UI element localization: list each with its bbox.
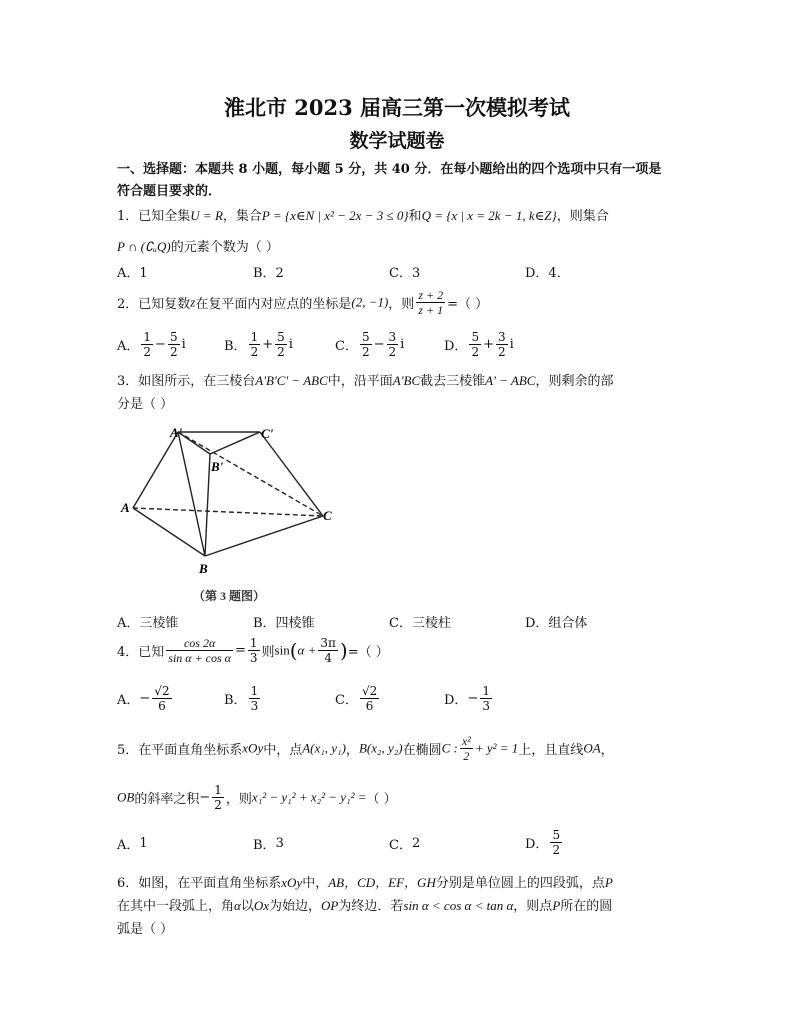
- q6-line3: 弧是（ ）: [117, 922, 174, 937]
- q6-line2: [117, 895, 612, 914]
- q5-prod-sign: −: [199, 790, 211, 805]
- option-frac2: [387, 330, 399, 359]
- q1-text-c: 和: [408, 209, 422, 224]
- option-op: −: [155, 337, 166, 352]
- option-frac: [480, 684, 492, 713]
- q5-point-a: A(x₁, y₁): [302, 740, 346, 756]
- q3-text-a: 3．如图所示，在三棱台: [117, 374, 256, 389]
- option-letter: D．: [444, 693, 468, 708]
- q3-text-d: ，则剩余的部: [535, 374, 614, 389]
- q6-ox: Ox: [253, 898, 270, 913]
- q2-text-c: ，则: [388, 297, 415, 312]
- q6-text-d: 在其中一段弧上，角: [117, 899, 235, 914]
- q2-text-b: 在复平面内对应点的坐标是: [195, 297, 352, 312]
- option-value: 3: [275, 836, 284, 851]
- option-letter: B．: [253, 838, 276, 853]
- label-b1: B': [211, 459, 224, 474]
- q1-question-tail: 的元素个数为（ ）: [170, 240, 279, 255]
- q5-option-d[interactable]: [525, 828, 564, 857]
- q1-option-d[interactable]: D．4．: [525, 266, 570, 281]
- option-value: 2: [411, 836, 421, 851]
- option-frac2-den: 2: [277, 345, 285, 359]
- q1-line2: [117, 236, 279, 255]
- option-sign: −: [139, 691, 151, 706]
- q6-text-e: 以: [240, 899, 254, 914]
- option-frac1: [249, 330, 261, 359]
- q1-set-q: Q = {x | x = 2k − 1, k∈Z}: [421, 208, 557, 223]
- q5-text-d: 上，且直线: [518, 743, 584, 758]
- q3-option-b[interactable]: B．四棱锥: [253, 616, 315, 631]
- figure-caption: （第 3 题图）: [193, 589, 266, 603]
- option-letter: C．: [335, 693, 358, 708]
- option-frac1-den: 2: [471, 345, 480, 359]
- q5-prod-den: 2: [214, 798, 222, 812]
- q6-xoy: xOy: [281, 875, 303, 890]
- option-frac1-den: 2: [361, 345, 370, 359]
- option-tail: i: [181, 337, 186, 352]
- q4-ang-den: 4: [324, 651, 332, 665]
- option-frac: [360, 684, 379, 713]
- q4-eq: =: [234, 643, 246, 658]
- option-frac1-num: 5: [471, 330, 480, 344]
- q4-option-b[interactable]: [224, 684, 262, 713]
- option-frac2-num: 3: [388, 330, 397, 344]
- option-letter: A．: [117, 838, 140, 853]
- q6-text-i: 所在的圆: [560, 899, 613, 914]
- option-frac2-den: 2: [169, 345, 178, 359]
- q5-ob: OB: [117, 789, 135, 805]
- option-letter: A．: [117, 693, 140, 708]
- option-frac2-den: 2: [497, 345, 506, 359]
- option-frac-den: 2: [552, 843, 561, 857]
- option-frac-den: 3: [250, 699, 259, 713]
- q5-text-e: ，: [600, 743, 614, 758]
- q2-line1: [117, 288, 488, 317]
- option-frac2: [496, 330, 508, 359]
- q1-line1: [117, 205, 609, 224]
- q4-text-b: 则: [261, 645, 275, 660]
- exam-subtitle: 数学试题卷: [349, 130, 445, 152]
- q5-ellipse-den: 2: [463, 749, 470, 763]
- q4-text-c: =（ ）: [347, 645, 389, 660]
- option-sign: −: [467, 691, 479, 706]
- option-frac-den: 6: [365, 699, 374, 713]
- q6-p: P: [604, 875, 613, 890]
- q6-text-a: 6．如图，在平面直角坐标系: [117, 876, 282, 891]
- label-a: A: [121, 500, 130, 515]
- q4-angle: [318, 636, 338, 665]
- q3-option-a[interactable]: A．三棱锥: [117, 616, 179, 631]
- q4-ang-num: 3π: [320, 636, 336, 650]
- q1-universal-set: U = R: [190, 208, 223, 223]
- option-frac: [249, 684, 261, 713]
- q5-oa: OA: [583, 740, 601, 756]
- section-heading-line1: 一、选择题：本题共 8 小题，每小题 5 分，共 40 分．在每小题给出的四个选项中只有一项是: [117, 162, 662, 177]
- option-frac1: [469, 330, 481, 359]
- option-frac-num: √2: [154, 684, 170, 698]
- option-frac1-num: 5: [361, 330, 370, 344]
- q4-alpha: α +: [297, 642, 317, 658]
- q4-option-a[interactable]: [117, 684, 174, 713]
- q5-prod-num: 1: [214, 783, 222, 797]
- q5-ellipse-post: + y² = 1: [474, 740, 519, 756]
- q6-arcs: AB，CD，EF，GH: [328, 875, 436, 890]
- q2-frac-num: z + 2: [418, 288, 444, 302]
- option-letter: B．: [224, 339, 247, 354]
- label-c: C: [323, 508, 332, 523]
- q5-expression: x₁² − y₁² + x₂² − y₁² =: [251, 789, 367, 805]
- q5-point-b: B(x₂, y₂): [358, 740, 403, 756]
- q5-option-b[interactable]: [253, 834, 284, 853]
- q4-option-c[interactable]: [335, 684, 381, 713]
- q3-figure: [115, 418, 345, 608]
- option-letter: D．: [444, 339, 468, 354]
- q1-option-a[interactable]: A．1: [117, 266, 148, 281]
- q4-rhs-num: 1: [249, 636, 258, 650]
- option-op: +: [483, 337, 494, 352]
- q1-text-a: 1．已知全集: [117, 209, 191, 224]
- q3-pyramid: A' − ABC: [485, 373, 536, 388]
- q6-p2: P: [552, 898, 561, 913]
- option-frac-num: 1: [250, 684, 259, 698]
- option-frac2-num: 3: [497, 330, 506, 344]
- option-frac: [152, 684, 171, 713]
- q6-text-f: 为始边，: [269, 899, 322, 914]
- q5-text-f: 的斜率之积: [134, 792, 200, 807]
- q5-text-b: 中，点: [263, 743, 303, 758]
- q2-text-a: 2．已知复数: [117, 297, 191, 312]
- option-op: +: [262, 337, 274, 352]
- option-letter: B．: [224, 693, 247, 708]
- q3-option-c[interactable]: C．三棱柱: [389, 616, 451, 631]
- option-frac1: [141, 330, 153, 359]
- q4-fraction: [166, 636, 233, 665]
- option-frac-num: √2: [361, 684, 378, 698]
- q2-option-a[interactable]: [117, 330, 186, 359]
- q4-rhs-den: 3: [249, 651, 258, 665]
- q4-line1: 4．已知 $\frac{\cos 2\alpha}{\text{sin α + cos α}}$ = $\frac{1}{3}$ 则sin(α + $\frac{3\pi}{4}$ )=（ ）: [117, 636, 389, 665]
- option-frac2: [275, 330, 287, 359]
- q5-option-c[interactable]: [389, 834, 420, 853]
- q3-line2: 分是（ ）: [117, 397, 174, 412]
- option-frac1-den: 2: [143, 345, 152, 359]
- q5-ellipse-frac: [460, 734, 473, 763]
- label-a1: A': [170, 425, 183, 440]
- q2-fraction: [416, 288, 445, 317]
- option-tail: i: [288, 337, 293, 352]
- option-op: −: [373, 337, 385, 352]
- q5-text-a: 5．在平面直角坐标系: [117, 743, 243, 758]
- option-frac2: [168, 330, 180, 359]
- option-frac2-num: 5: [169, 330, 178, 344]
- option-letter: A．: [117, 339, 140, 354]
- q6-inequality: sin α < cos α < tan α: [403, 898, 514, 913]
- section-heading-line2: 符合题目要求的．: [117, 184, 222, 199]
- q5-ellipse-pre: C :: [441, 740, 458, 756]
- option-frac2-num: 5: [277, 330, 285, 344]
- q4-frac-num: cos 2α: [166, 636, 233, 651]
- q6-text-g: 为终边．若: [338, 899, 404, 914]
- q5-text-c: 在椭圆: [402, 743, 442, 758]
- q2-option-d[interactable]: [444, 330, 514, 359]
- option-frac-den: 6: [158, 699, 166, 713]
- q2-text-d: =（ ）: [447, 297, 489, 312]
- q3-text-b: 中，沿平面: [327, 374, 393, 389]
- option-letter: C．: [335, 339, 358, 354]
- q5-line2: [117, 783, 397, 812]
- q1-text-b: ，集合: [222, 209, 262, 224]
- option-letter: C．: [389, 838, 412, 853]
- q6-text-h: ，则点: [513, 899, 553, 914]
- option-frac1-num: 1: [143, 330, 152, 344]
- option-tail: i: [400, 337, 405, 352]
- q3-text-c: 截去三棱锥: [420, 374, 486, 389]
- label-b: B: [199, 561, 208, 576]
- option-letter: D．: [525, 837, 549, 852]
- q4-rhs: [248, 636, 260, 665]
- q3-frustum: A'B'C' − ABC: [255, 373, 328, 388]
- q2-option-b[interactable]: [224, 330, 293, 359]
- q5-line1: [117, 734, 614, 763]
- q5-ellipse-num: x²: [461, 734, 471, 748]
- q2-point: (2, −1): [351, 294, 389, 310]
- option-tail: i: [509, 337, 514, 352]
- q2-frac-den: z + 1: [418, 303, 444, 317]
- q5-option-a[interactable]: [117, 834, 148, 853]
- q5-xoy: xOy: [242, 740, 264, 756]
- q5-text-g: ，则: [225, 792, 252, 807]
- option-frac1: [360, 330, 372, 359]
- q1-option-b[interactable]: B．2: [253, 266, 284, 281]
- q5-sep: ，: [345, 743, 359, 758]
- q2-z: z: [190, 294, 196, 310]
- q4-text-a: 4．已知: [117, 645, 165, 660]
- q3-option-d[interactable]: D．组合体: [525, 616, 588, 631]
- q3-plane: A'BC: [392, 373, 421, 388]
- q4-frac-den: sin α + cos α: [168, 651, 231, 665]
- q6-alpha: α: [234, 898, 241, 913]
- q4-option-d[interactable]: [444, 684, 494, 713]
- exam-title: 淮北市 2023 届高三第一次模拟考试: [223, 95, 571, 120]
- option-frac2-den: 2: [388, 345, 397, 359]
- q1-intersection-expr: P ∩ (∁ᵤQ): [117, 239, 171, 254]
- q4-sin: sin: [274, 642, 290, 658]
- q5-prod-frac: [212, 783, 224, 812]
- q6-text-b: 中，: [302, 876, 329, 891]
- q3-line1: [117, 370, 613, 389]
- q6-text-c: 分别是单位圆上的四段弧，点: [435, 876, 605, 891]
- q2-option-c[interactable]: [335, 330, 404, 359]
- option-frac: [550, 828, 562, 857]
- option-value: 1: [139, 836, 148, 851]
- option-frac-num: 5: [552, 828, 561, 842]
- label-c1: C': [261, 426, 274, 441]
- q1-option-c[interactable]: C．3: [389, 266, 421, 281]
- q5-text-h: （ ）: [366, 792, 397, 807]
- q6-op: OP: [321, 898, 339, 913]
- q1-text-d: ，则集合: [556, 209, 609, 224]
- option-frac-num: 1: [482, 684, 490, 698]
- option-frac-den: 3: [482, 699, 490, 713]
- q1-set-p: P = {x∈N | x² − 2x − 3 ≤ 0}: [261, 208, 409, 223]
- option-frac1-den: 2: [250, 345, 259, 359]
- q6-line1: [117, 872, 613, 891]
- option-frac1-num: 1: [250, 330, 259, 344]
